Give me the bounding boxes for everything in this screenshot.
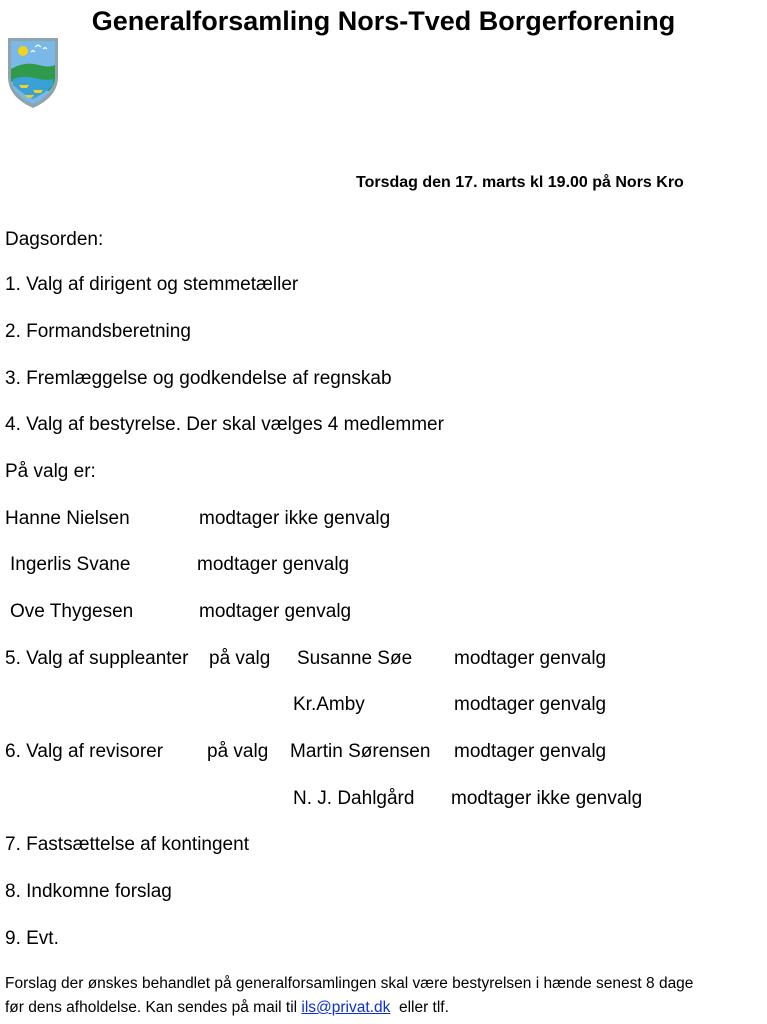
on-election-heading: På valg er: [5,461,96,482]
agenda-item-6: 6. Valg af revisorer [5,741,164,762]
board-member-status: modtager genvalg [199,601,352,622]
agenda-item-4: 4. Valg af bestyrelse. Der skal vælges 4 medlemmer [5,414,444,435]
substitute-name: Kr.Amby [293,694,365,715]
footer-text: før dens afholdelse. Kan sendes på mail til [5,999,302,1016]
board-member-status: modtager ikke genvalg [199,508,391,529]
coat-of-arms-shield-icon [5,35,61,111]
auditor-name: N. J. Dahlgård [293,788,415,809]
footer-text: eller tlf. [390,999,449,1016]
agenda-item-7: 7. Fastsættelse af kontingent [5,834,249,855]
footer-note [5,972,693,1020]
board-member-name: Ove Thygesen [10,601,134,622]
agenda-item-5-on-election: på valg [209,648,271,669]
page-title: Generalforsamling Nors-Tved Borgerforening [91,6,676,36]
agenda-item-2: 2. Formandsberetning [5,321,191,342]
agenda-item-1: 1. Valg af dirigent og stemmetæller [5,274,299,295]
board-member-status: modtager genvalg [197,554,350,575]
agenda-item-9: 9. Evt. [5,928,59,949]
board-member-name: Hanne Nielsen [5,508,130,529]
email-link[interactable]: ils@privat.dk [301,999,391,1016]
auditor-name: Martin Sørensen [290,741,431,762]
substitute-name: Susanne Søe [297,648,413,669]
agenda-item-5: 5. Valg af suppleanter [5,648,189,669]
agenda-item-3: 3. Fremlæggelse og godkendelse af regnskab [5,368,392,389]
agenda-item-8: 8. Indkomne forslag [5,881,172,902]
agenda-heading: Dagsorden: [5,229,104,250]
board-member-name: Ingerlis Svane [10,554,131,575]
substitute-status: modtager genvalg [454,694,607,715]
agenda-item-6-on-election: på valg [207,741,269,762]
footer-line-2 [5,996,693,1020]
auditor-status: modtager genvalg [454,741,607,762]
footer-line-1: Forslag der ønskes behandlet på generalforsamlingen skal være bestyrelsen i hænde senest 8 dage [5,975,694,992]
auditor-status: modtager ikke genvalg [451,788,643,809]
meeting-date: Torsdag den 17. marts kl 19.00 på Nors Kro [356,174,684,191]
substitute-status: modtager genvalg [454,648,607,669]
